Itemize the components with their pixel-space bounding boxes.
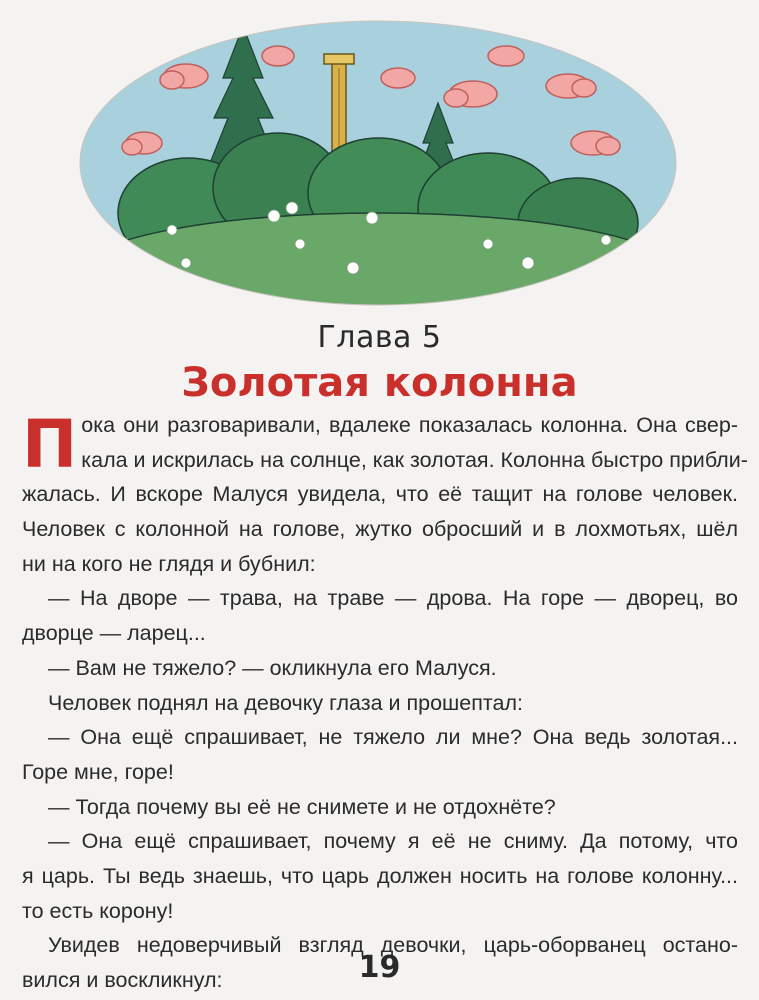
chapter-text — [22, 406, 748, 998]
text-line: вился и воскликнул: — [22, 968, 223, 992]
text-line: жалась. И вскоре Малуся увидела, что её тащит на голове человек. — [22, 482, 738, 507]
text-line: то есть корону! — [22, 898, 174, 923]
text-line: я царь. Ты ведь знаешь, что царь должен носить на голове колонну... — [22, 863, 738, 888]
text-line: — Тогда почему вы её не снимете и не отдохнёте? — [48, 794, 556, 819]
drop-cap: П — [22, 406, 78, 483]
chapter-label: Глава 5 — [317, 320, 442, 355]
text-line: Горе мне, горе! — [22, 759, 174, 784]
text-line: дворце — ларец... — [22, 621, 206, 646]
text-line: — Она ещё спрашивает, почему я её не сниму. Да потому, что — [48, 829, 738, 854]
chapter-title: Золотая колонна — [181, 360, 578, 406]
chapter-illustration — [78, 18, 678, 308]
text-line: кала и искрилась на солнце, как золотая. Колонна быстро прибли- — [81, 447, 748, 472]
text-line: Человек с колонной на голове, жутко обросший и в лохмотьях, шёл — [22, 517, 738, 542]
text-line: — Вам не тяжело? — окликнула его Малуся. — [48, 655, 497, 680]
text-line: — Она ещё спрашивает, не тяжело ли мне? Она ведь золотая... — [48, 725, 738, 750]
text-line: ни на кого не глядя и бубнил: — [22, 551, 316, 576]
text-line: ока они разговаривали, вдалеке показалась колонна. Она свер- — [81, 413, 738, 437]
text-line: Человек поднял на девочку глаза и прошептал: — [48, 690, 523, 715]
text-line: — На дворе — трава, на траве — дрова. На горе — дворец, во — [48, 586, 738, 611]
page-number: 19 — [358, 950, 401, 985]
text-line: Увидев недоверчивый взгляд девочки, царь-оборванец остано- — [48, 933, 738, 958]
